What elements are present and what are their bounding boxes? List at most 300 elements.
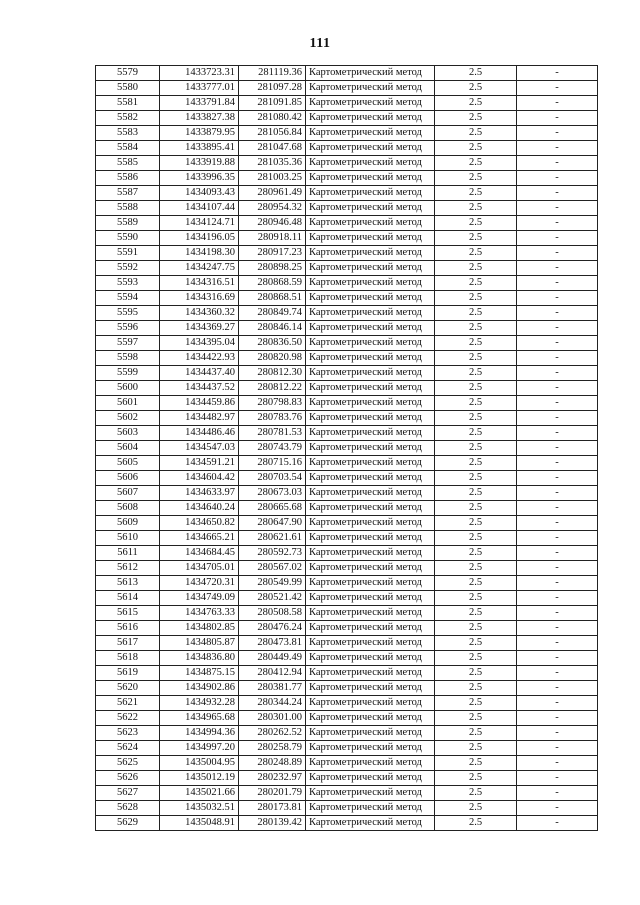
table-row [96,246,598,261]
x-coordinate-cell: 1433879.95 [160,126,239,141]
x-coordinate-cell: 1434932.28 [160,696,239,711]
note-cell: - [517,726,598,741]
note-cell: - [517,501,598,516]
x-coordinate-cell: 1434684.45 [160,546,239,561]
note-cell: - [517,381,598,396]
note-cell: - [517,96,598,111]
accuracy-cell: 2.5 [435,381,517,396]
x-coordinate-cell: 1434836.80 [160,651,239,666]
accuracy-cell: 2.5 [435,696,517,711]
note-cell: - [517,216,598,231]
x-coordinate-cell: 1434459.86 [160,396,239,411]
table-row [96,156,598,171]
y-coordinate-cell: 280836.50 [239,336,306,351]
method-cell: Картометрический метод [306,636,435,651]
y-coordinate-cell: 280449.49 [239,651,306,666]
y-coordinate-cell: 281035.36 [239,156,306,171]
method-cell: Картометрический метод [306,216,435,231]
point-number-cell: 5610 [96,531,160,546]
point-number-cell: 5598 [96,351,160,366]
table-row [96,366,598,381]
method-cell: Картометрический метод [306,471,435,486]
accuracy-cell: 2.5 [435,441,517,456]
point-number-cell: 5581 [96,96,160,111]
note-cell: - [517,471,598,486]
point-number-cell: 5615 [96,606,160,621]
y-coordinate-cell: 280849.74 [239,306,306,321]
method-cell: Картометрический метод [306,171,435,186]
y-coordinate-cell: 280812.22 [239,381,306,396]
x-coordinate-cell: 1434437.52 [160,381,239,396]
method-cell: Картометрический метод [306,726,435,741]
y-coordinate-cell: 281003.25 [239,171,306,186]
accuracy-cell: 2.5 [435,201,517,216]
accuracy-cell: 2.5 [435,801,517,816]
y-coordinate-cell: 280918.11 [239,231,306,246]
method-cell: Картометрический метод [306,96,435,111]
accuracy-cell: 2.5 [435,741,517,756]
table-row [96,726,598,741]
note-cell: - [517,486,598,501]
method-cell: Картометрический метод [306,111,435,126]
note-cell: - [517,711,598,726]
x-coordinate-cell: 1434486.46 [160,426,239,441]
method-cell: Картометрический метод [306,696,435,711]
point-number-cell: 5605 [96,456,160,471]
accuracy-cell: 2.5 [435,291,517,306]
x-coordinate-cell: 1434705.01 [160,561,239,576]
x-coordinate-cell: 1434802.85 [160,621,239,636]
table-row [96,801,598,816]
table-row [96,786,598,801]
method-cell: Картометрический метод [306,246,435,261]
point-number-cell: 5600 [96,381,160,396]
point-number-cell: 5627 [96,786,160,801]
note-cell: - [517,201,598,216]
y-coordinate-cell: 280665.68 [239,501,306,516]
point-number-cell: 5582 [96,111,160,126]
table-row [96,621,598,636]
table-row [96,651,598,666]
table-row [96,756,598,771]
table-row [96,66,598,81]
table-row [96,486,598,501]
y-coordinate-cell: 280412.94 [239,666,306,681]
accuracy-cell: 2.5 [435,261,517,276]
point-number-cell: 5585 [96,156,160,171]
method-cell: Картометрический метод [306,381,435,396]
y-coordinate-cell: 281091.85 [239,96,306,111]
accuracy-cell: 2.5 [435,621,517,636]
point-number-cell: 5608 [96,501,160,516]
method-cell: Картометрический метод [306,306,435,321]
method-cell: Картометрический метод [306,366,435,381]
x-coordinate-cell: 1434422.93 [160,351,239,366]
accuracy-cell: 2.5 [435,171,517,186]
point-number-cell: 5625 [96,756,160,771]
x-coordinate-cell: 1434093.43 [160,186,239,201]
x-coordinate-cell: 1435012.19 [160,771,239,786]
x-coordinate-cell: 1433919.88 [160,156,239,171]
x-coordinate-cell: 1434124.71 [160,216,239,231]
method-cell: Картометрический метод [306,591,435,606]
accuracy-cell: 2.5 [435,321,517,336]
y-coordinate-cell: 280961.49 [239,186,306,201]
accuracy-cell: 2.5 [435,501,517,516]
method-cell: Картометрический метод [306,771,435,786]
y-coordinate-cell: 280508.58 [239,606,306,621]
y-coordinate-cell: 280820.98 [239,351,306,366]
point-number-cell: 5601 [96,396,160,411]
point-number-cell: 5604 [96,441,160,456]
accuracy-cell: 2.5 [435,651,517,666]
table-row [96,666,598,681]
method-cell: Картометрический метод [306,126,435,141]
accuracy-cell: 2.5 [435,816,517,831]
method-cell: Картометрический метод [306,816,435,831]
method-cell: Картометрический метод [306,546,435,561]
note-cell: - [517,66,598,81]
accuracy-cell: 2.5 [435,336,517,351]
accuracy-cell: 2.5 [435,471,517,486]
x-coordinate-cell: 1434107.44 [160,201,239,216]
y-coordinate-cell: 280567.02 [239,561,306,576]
point-number-cell: 5599 [96,366,160,381]
table-row [96,96,598,111]
method-cell: Картометрический метод [306,486,435,501]
x-coordinate-cell: 1434665.21 [160,531,239,546]
method-cell: Картометрический метод [306,531,435,546]
point-number-cell: 5613 [96,576,160,591]
point-number-cell: 5621 [96,696,160,711]
method-cell: Картометрический метод [306,186,435,201]
point-number-cell: 5629 [96,816,160,831]
x-coordinate-cell: 1434650.82 [160,516,239,531]
table-row [96,261,598,276]
accuracy-cell: 2.5 [435,546,517,561]
coordinates-table-body [96,66,598,831]
table-row [96,441,598,456]
x-coordinate-cell: 1434316.51 [160,276,239,291]
accuracy-cell: 2.5 [435,681,517,696]
accuracy-cell: 2.5 [435,186,517,201]
table-row [96,186,598,201]
accuracy-cell: 2.5 [435,591,517,606]
method-cell: Картометрический метод [306,756,435,771]
y-coordinate-cell: 280521.42 [239,591,306,606]
note-cell: - [517,246,598,261]
method-cell: Картометрический метод [306,276,435,291]
y-coordinate-cell: 280868.51 [239,291,306,306]
x-coordinate-cell: 1434994.36 [160,726,239,741]
method-cell: Картометрический метод [306,201,435,216]
method-cell: Картометрический метод [306,141,435,156]
x-coordinate-cell: 1433723.31 [160,66,239,81]
note-cell: - [517,291,598,306]
note-cell: - [517,261,598,276]
accuracy-cell: 2.5 [435,726,517,741]
y-coordinate-cell: 280258.79 [239,741,306,756]
y-coordinate-cell: 280232.97 [239,771,306,786]
y-coordinate-cell: 280473.81 [239,636,306,651]
method-cell: Картометрический метод [306,741,435,756]
table-row [96,771,598,786]
x-coordinate-cell: 1433895.41 [160,141,239,156]
method-cell: Картометрический метод [306,516,435,531]
method-cell: Картометрический метод [306,576,435,591]
note-cell: - [517,111,598,126]
point-number-cell: 5596 [96,321,160,336]
note-cell: - [517,651,598,666]
x-coordinate-cell: 1434482.97 [160,411,239,426]
accuracy-cell: 2.5 [435,711,517,726]
x-coordinate-cell: 1434633.97 [160,486,239,501]
note-cell: - [517,801,598,816]
y-coordinate-cell: 280248.89 [239,756,306,771]
table-row [96,141,598,156]
method-cell: Картометрический метод [306,786,435,801]
point-number-cell: 5592 [96,261,160,276]
point-number-cell: 5590 [96,231,160,246]
method-cell: Картометрический метод [306,651,435,666]
y-coordinate-cell: 280898.25 [239,261,306,276]
accuracy-cell: 2.5 [435,81,517,96]
y-coordinate-cell: 280812.30 [239,366,306,381]
table-row [96,561,598,576]
point-number-cell: 5579 [96,66,160,81]
x-coordinate-cell: 1434604.42 [160,471,239,486]
note-cell: - [517,561,598,576]
point-number-cell: 5623 [96,726,160,741]
accuracy-cell: 2.5 [435,666,517,681]
point-number-cell: 5617 [96,636,160,651]
note-cell: - [517,411,598,426]
table-row [96,306,598,321]
note-cell: - [517,786,598,801]
point-number-cell: 5612 [96,561,160,576]
y-coordinate-cell: 280673.03 [239,486,306,501]
note-cell: - [517,231,598,246]
table-row [96,351,598,366]
point-number-cell: 5611 [96,546,160,561]
note-cell: - [517,126,598,141]
table-row [96,546,598,561]
x-coordinate-cell: 1434965.68 [160,711,239,726]
x-coordinate-cell: 1434395.04 [160,336,239,351]
method-cell: Картометрический метод [306,606,435,621]
y-coordinate-cell: 280946.48 [239,216,306,231]
x-coordinate-cell: 1434316.69 [160,291,239,306]
table-row [96,516,598,531]
note-cell: - [517,81,598,96]
note-cell: - [517,366,598,381]
table-row [96,216,598,231]
y-coordinate-cell: 280846.14 [239,321,306,336]
note-cell: - [517,321,598,336]
method-cell: Картометрический метод [306,291,435,306]
note-cell: - [517,531,598,546]
x-coordinate-cell: 1434198.30 [160,246,239,261]
point-number-cell: 5587 [96,186,160,201]
x-coordinate-cell: 1433777.01 [160,81,239,96]
table-row [96,291,598,306]
table-row [96,201,598,216]
note-cell: - [517,681,598,696]
note-cell: - [517,606,598,621]
point-number-cell: 5602 [96,411,160,426]
note-cell: - [517,426,598,441]
x-coordinate-cell: 1435021.66 [160,786,239,801]
note-cell: - [517,441,598,456]
table-row [96,531,598,546]
method-cell: Картометрический метод [306,426,435,441]
point-number-cell: 5591 [96,246,160,261]
point-number-cell: 5588 [96,201,160,216]
y-coordinate-cell: 280139.42 [239,816,306,831]
table-row [96,696,598,711]
x-coordinate-cell: 1434997.20 [160,741,239,756]
note-cell: - [517,336,598,351]
table-row [96,591,598,606]
y-coordinate-cell: 280783.76 [239,411,306,426]
table-row [96,381,598,396]
accuracy-cell: 2.5 [435,606,517,621]
note-cell: - [517,141,598,156]
method-cell: Картометрический метод [306,456,435,471]
note-cell: - [517,456,598,471]
coordinates-table [95,65,598,831]
point-number-cell: 5622 [96,711,160,726]
accuracy-cell: 2.5 [435,756,517,771]
accuracy-cell: 2.5 [435,396,517,411]
note-cell: - [517,636,598,651]
table-row [96,636,598,651]
point-number-cell: 5620 [96,681,160,696]
note-cell: - [517,771,598,786]
table-row [96,681,598,696]
method-cell: Картометрический метод [306,711,435,726]
y-coordinate-cell: 280476.24 [239,621,306,636]
accuracy-cell: 2.5 [435,96,517,111]
accuracy-cell: 2.5 [435,276,517,291]
accuracy-cell: 2.5 [435,111,517,126]
point-number-cell: 5606 [96,471,160,486]
x-coordinate-cell: 1434640.24 [160,501,239,516]
method-cell: Картометрический метод [306,411,435,426]
accuracy-cell: 2.5 [435,636,517,651]
y-coordinate-cell: 280344.24 [239,696,306,711]
y-coordinate-cell: 280301.00 [239,711,306,726]
method-cell: Картометрический метод [306,666,435,681]
y-coordinate-cell: 280262.52 [239,726,306,741]
x-coordinate-cell: 1434805.87 [160,636,239,651]
x-coordinate-cell: 1435032.51 [160,801,239,816]
table-row [96,81,598,96]
point-number-cell: 5628 [96,801,160,816]
point-number-cell: 5594 [96,291,160,306]
y-coordinate-cell: 280954.32 [239,201,306,216]
table-row [96,456,598,471]
accuracy-cell: 2.5 [435,126,517,141]
accuracy-cell: 2.5 [435,486,517,501]
accuracy-cell: 2.5 [435,411,517,426]
method-cell: Картометрический метод [306,261,435,276]
note-cell: - [517,186,598,201]
accuracy-cell: 2.5 [435,351,517,366]
accuracy-cell: 2.5 [435,771,517,786]
note-cell: - [517,171,598,186]
note-cell: - [517,276,598,291]
point-number-cell: 5580 [96,81,160,96]
note-cell: - [517,576,598,591]
accuracy-cell: 2.5 [435,246,517,261]
y-coordinate-cell: 281119.36 [239,66,306,81]
note-cell: - [517,396,598,411]
note-cell: - [517,666,598,681]
method-cell: Картометрический метод [306,321,435,336]
x-coordinate-cell: 1434720.31 [160,576,239,591]
x-coordinate-cell: 1433996.35 [160,171,239,186]
x-coordinate-cell: 1434547.03 [160,441,239,456]
y-coordinate-cell: 281056.84 [239,126,306,141]
table-row [96,396,598,411]
method-cell: Картометрический метод [306,396,435,411]
y-coordinate-cell: 280715.16 [239,456,306,471]
note-cell: - [517,156,598,171]
accuracy-cell: 2.5 [435,366,517,381]
x-coordinate-cell: 1434591.21 [160,456,239,471]
y-coordinate-cell: 280201.79 [239,786,306,801]
note-cell: - [517,696,598,711]
point-number-cell: 5624 [96,741,160,756]
point-number-cell: 5603 [96,426,160,441]
method-cell: Картометрический метод [306,66,435,81]
point-number-cell: 5618 [96,651,160,666]
method-cell: Картометрический метод [306,621,435,636]
point-number-cell: 5593 [96,276,160,291]
table-row [96,111,598,126]
x-coordinate-cell: 1435004.95 [160,756,239,771]
accuracy-cell: 2.5 [435,306,517,321]
point-number-cell: 5607 [96,486,160,501]
page-number: 111 [309,36,331,51]
x-coordinate-cell: 1434749.09 [160,591,239,606]
method-cell: Картометрический метод [306,501,435,516]
x-coordinate-cell: 1434875.15 [160,666,239,681]
point-number-cell: 5586 [96,171,160,186]
point-number-cell: 5614 [96,591,160,606]
table-row [96,231,598,246]
note-cell: - [517,741,598,756]
method-cell: Картометрический метод [306,561,435,576]
table-row [96,741,598,756]
note-cell: - [517,516,598,531]
method-cell: Картометрический метод [306,336,435,351]
y-coordinate-cell: 280381.77 [239,681,306,696]
table-row [96,126,598,141]
accuracy-cell: 2.5 [435,156,517,171]
accuracy-cell: 2.5 [435,141,517,156]
x-coordinate-cell: 1434360.32 [160,306,239,321]
y-coordinate-cell: 280647.90 [239,516,306,531]
point-number-cell: 5583 [96,126,160,141]
x-coordinate-cell: 1434196.05 [160,231,239,246]
x-coordinate-cell: 1433791.84 [160,96,239,111]
point-number-cell: 5589 [96,216,160,231]
note-cell: - [517,816,598,831]
y-coordinate-cell: 280743.79 [239,441,306,456]
table-row [96,576,598,591]
